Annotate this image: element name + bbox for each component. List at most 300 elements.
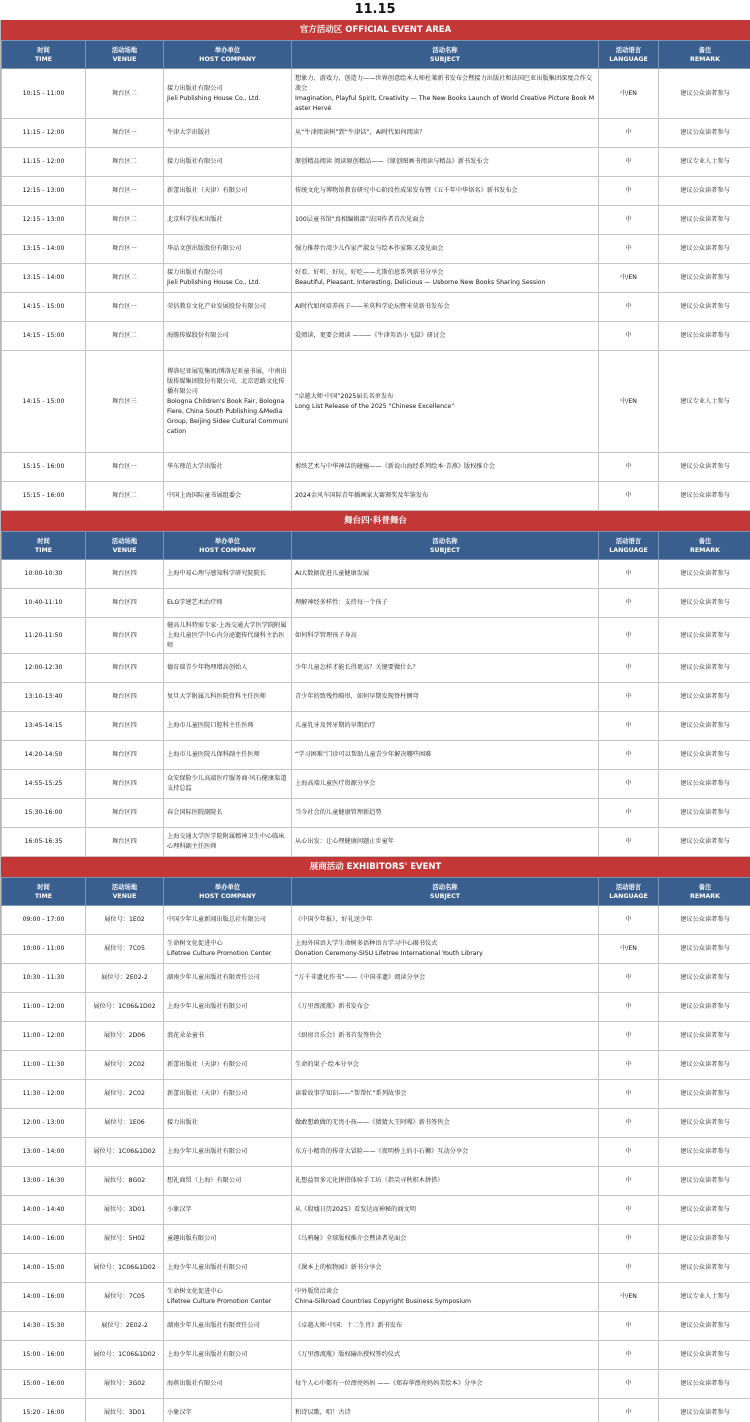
cell-time: 10:40-11:10 bbox=[2, 589, 86, 618]
cell-subject: 从心出发：让心理健康问题止步童年 bbox=[292, 828, 599, 857]
cell-remark: 建议公众读者参与 bbox=[659, 1399, 750, 1422]
table-row bbox=[2, 906, 750, 935]
cell-subject: 《课本上的植物园》新书分享会 bbox=[292, 1254, 599, 1283]
cell-subject: 《厨房音乐会》新书首发签售会 bbox=[292, 1022, 599, 1051]
cell-host: 上海市儿童医院儿保科副主任医师 bbox=[164, 741, 292, 770]
table-row bbox=[2, 1341, 750, 1370]
cell-time: 11:00 - 12:00 bbox=[2, 993, 86, 1022]
cell-language: 中/EN bbox=[599, 351, 659, 453]
table-row bbox=[2, 177, 750, 206]
cell-venue: 展位号：3D01 bbox=[86, 1399, 164, 1422]
cell-language: 中 bbox=[599, 206, 659, 235]
cell-subject: 100层童书馆“真相编辑部”法国作者首次见面会 bbox=[292, 206, 599, 235]
cell-language: 中 bbox=[599, 293, 659, 322]
table-row bbox=[2, 148, 750, 177]
schedule-section bbox=[0, 511, 750, 857]
cell-remark: 建议公众读者参与 bbox=[659, 482, 750, 511]
cell-remark: 建议公众读者参与 bbox=[659, 964, 750, 993]
cell-venue: 舞台区一 bbox=[86, 119, 164, 148]
table-row bbox=[2, 589, 750, 618]
cell-remark: 建议公众读者参与 bbox=[659, 453, 750, 482]
cell-time: 11:00 - 11:30 bbox=[2, 1051, 86, 1080]
cell-subject: 《卓越大师·中国：十二生肖》新书发布 bbox=[292, 1312, 599, 1341]
cell-host: 健高儿科特需专家·上海交通大学医学院附属上海儿童医学中心内分泌遗传代谢科主治医师 bbox=[164, 618, 292, 654]
cell-venue: 舞台区四 bbox=[86, 828, 164, 857]
cell-subject: 东方小精兽的传奇大冒险——《夜明桥上的小石狮》互动分享会 bbox=[292, 1138, 599, 1167]
cell-remark: 建议公众读者参与 bbox=[659, 1109, 750, 1138]
cell-language: 中 bbox=[599, 654, 659, 683]
table-row bbox=[2, 993, 750, 1022]
cell-time: 14:00 - 15:00 bbox=[2, 1254, 86, 1283]
cell-language: 中 bbox=[599, 1022, 659, 1051]
cell-remark: 建议公众读者参与 bbox=[659, 1080, 750, 1109]
schedule-section bbox=[0, 20, 750, 511]
cell-time: 14:00 - 14:40 bbox=[2, 1196, 86, 1225]
cell-host: 春会国际医院副院长 bbox=[164, 799, 292, 828]
cell-remark: 建议公众读者参与 bbox=[659, 1138, 750, 1167]
cell-remark: 建议公众读者参与 bbox=[659, 770, 750, 799]
cell-host: ELG学建艺术治疗师 bbox=[164, 589, 292, 618]
cell-remark: 建议公众读者参与 bbox=[659, 293, 750, 322]
cell-venue: 展位号：2C02 bbox=[86, 1080, 164, 1109]
cell-remark: 建议公众读者参与 bbox=[659, 993, 750, 1022]
cell-time: 13:15 - 14:00 bbox=[2, 235, 86, 264]
table-row bbox=[2, 1399, 750, 1422]
table-row bbox=[2, 206, 750, 235]
cell-time: 13:10-13:40 bbox=[2, 683, 86, 712]
cell-subject: “卓越大师·中国”2025届长名单发布 Long List Release of the 2025 "Chinese Excellence" bbox=[292, 351, 599, 453]
cell-remark: 建议公众读者参与 bbox=[659, 560, 750, 589]
table-row bbox=[2, 712, 750, 741]
cell-remark: 建议公众读者参与 bbox=[659, 1370, 750, 1399]
cell-venue: 舞台区一 bbox=[86, 453, 164, 482]
cell-host: 上海少年儿童出版社有限公司 bbox=[164, 1254, 292, 1283]
cell-venue: 展位号：7C05 bbox=[86, 1283, 164, 1312]
cell-host: 上海少年儿童出版社有限公司 bbox=[164, 1341, 292, 1370]
cell-remark: 建议公众读者参与 bbox=[659, 206, 750, 235]
cell-remark: 建议公众读者参与 bbox=[659, 589, 750, 618]
table-row bbox=[2, 293, 750, 322]
column-header-venue: 活动场地 VENUE bbox=[86, 878, 164, 906]
cell-host: 生命树文化促进中心 Lifetree Culture Promotion Center bbox=[164, 935, 292, 964]
cell-host: 接力出版社 bbox=[164, 1109, 292, 1138]
cell-remark: 建议公众读者参与 bbox=[659, 322, 750, 351]
cell-time: 10:15 - 11:00 bbox=[2, 69, 86, 119]
cell-remark: 建议公众读者参与 bbox=[659, 1341, 750, 1370]
cell-venue: 展位号：1C06&1D02 bbox=[86, 1341, 164, 1370]
cell-host: 上海市儿童医院口腔科主任医师 bbox=[164, 712, 292, 741]
cell-host: 生命树文化促进中心 Lifetree Culture Promotion Center bbox=[164, 1283, 292, 1312]
cell-subject: 想象力、游戏力、创造力——世界创意绘本大师杜莱新书发布会暨接力出版社和法国巴亚出版集团深度合作交流会 Imagination, Playful Spirit, Creativity — The New Books Launch of World Creative Picture Book Master Hervé bbox=[292, 69, 599, 119]
cell-host: 华品文创出版股份有限公司 bbox=[164, 235, 292, 264]
cell-venue: 舞台区四 bbox=[86, 770, 164, 799]
cell-venue: 展位号：3G02 bbox=[86, 1370, 164, 1399]
cell-subject: 少年儿童怎样才能长得更高？关键要做什么？ bbox=[292, 654, 599, 683]
cell-language: 中 bbox=[599, 1138, 659, 1167]
cell-venue: 舞台区一 bbox=[86, 235, 164, 264]
cell-language: 中 bbox=[599, 683, 659, 712]
cell-language: 中/EN bbox=[599, 69, 659, 119]
column-header-subject: 活动名称 SUBJECT bbox=[292, 41, 599, 69]
cell-host: 华东师范大学出版社 bbox=[164, 453, 292, 482]
table-row bbox=[2, 1225, 750, 1254]
cell-language: 中 bbox=[599, 712, 659, 741]
cell-time: 14:20-14:50 bbox=[2, 741, 86, 770]
cell-venue: 舞台区二 bbox=[86, 206, 164, 235]
cell-remark: 建议专业人士参与 bbox=[659, 1283, 750, 1312]
cell-subject: 《中国少年报》，好礼送少年 bbox=[292, 906, 599, 935]
page-date: 11.15 bbox=[354, 2, 396, 17]
cell-subject: 如何科学管理孩子身高 bbox=[292, 618, 599, 654]
column-header-host: 举办单位 HOST COMPANY bbox=[164, 878, 292, 906]
cell-host: 想礼商贸（上海）有限公司 bbox=[164, 1167, 292, 1196]
cell-venue: 舞台区二 bbox=[86, 69, 164, 119]
cell-venue: 舞台区三 bbox=[86, 351, 164, 453]
cell-remark: 建议公众读者参与 bbox=[659, 618, 750, 654]
cell-subject: 爱阅读，更要会阅读 ———《牛津英语小飞鼠》研讨会 bbox=[292, 322, 599, 351]
table-row bbox=[2, 482, 750, 511]
cell-language: 中 bbox=[599, 828, 659, 857]
cell-language: 中 bbox=[599, 177, 659, 206]
cell-language: 中 bbox=[599, 741, 659, 770]
cell-language: 中 bbox=[599, 589, 659, 618]
cell-subject: 和诗以歌，唱！古诗 bbox=[292, 1399, 599, 1422]
cell-time: 11:30 - 12:00 bbox=[2, 1080, 86, 1109]
cell-remark: 建议公众读者参与 bbox=[659, 741, 750, 770]
cell-subject: 《万里漂流瓶》新书发布会 bbox=[292, 993, 599, 1022]
table-row bbox=[2, 799, 750, 828]
table-header-row bbox=[2, 532, 750, 560]
cell-time: 16:05-16:35 bbox=[2, 828, 86, 857]
cell-venue: 展位号：8G02 bbox=[86, 1167, 164, 1196]
cell-venue: 舞台区四 bbox=[86, 741, 164, 770]
cell-language: 中 bbox=[599, 993, 659, 1022]
cell-host: 博洛尼亚展览集团/博洛尼亚童书展，中南出版传媒集团股份有限公司，北京思路文化传播有限公司 Bologna Children's Book Fair, Bologna Fiere, China South Publishing &Media Group, Beijing Sidee Cultural Communication bbox=[164, 351, 292, 453]
cell-remark: 建议公众读者参与 bbox=[659, 1167, 750, 1196]
cell-host: 上海少年儿童出版社有限公司 bbox=[164, 993, 292, 1022]
column-header-remark: 备注 REMARK bbox=[659, 878, 750, 906]
cell-subject: 《万里漂流瓶》版权输出授权签约仪式 bbox=[292, 1341, 599, 1370]
cell-host: 上海少年儿童出版社有限公司 bbox=[164, 1138, 292, 1167]
cell-venue: 舞台区四 bbox=[86, 712, 164, 741]
cell-language: 中 bbox=[599, 1109, 659, 1138]
cell-remark: 建议公众读者参与 bbox=[659, 799, 750, 828]
cell-time: 09:00 - 17:00 bbox=[2, 906, 86, 935]
table-row bbox=[2, 453, 750, 482]
cell-venue: 展位号：1C06&1D02 bbox=[86, 1138, 164, 1167]
cell-time: 12:15 - 13:00 bbox=[2, 177, 86, 206]
cell-venue: 展位号：1E02 bbox=[86, 906, 164, 935]
cell-venue: 舞台区四 bbox=[86, 683, 164, 712]
cell-time: 15:30-16:00 bbox=[2, 799, 86, 828]
cell-subject: 上海高端儿童医疗资源分享会 bbox=[292, 770, 599, 799]
cell-host: 浪花朵朵童书 bbox=[164, 1022, 292, 1051]
cell-time: 15:00 - 16:00 bbox=[2, 1370, 86, 1399]
cell-venue: 舞台区一 bbox=[86, 293, 164, 322]
cell-venue: 舞台区四 bbox=[86, 618, 164, 654]
cell-language: 中 bbox=[599, 1370, 659, 1399]
cell-subject: 中外版贸洽谈会 China-Silkroad Countries Copyright Business Symposium bbox=[292, 1283, 599, 1312]
cell-time: 12:00 - 13:00 bbox=[2, 1109, 86, 1138]
schedule-table bbox=[1, 40, 750, 511]
cell-time: 14:00 - 16:00 bbox=[2, 1225, 86, 1254]
table-row bbox=[2, 1138, 750, 1167]
cell-host: 上海中易心理与感知科学研究院院长 bbox=[164, 560, 292, 589]
table-row bbox=[2, 1254, 750, 1283]
cell-time: 12:15 - 13:00 bbox=[2, 206, 86, 235]
cell-time: 14:55-15:25 bbox=[2, 770, 86, 799]
column-header-time: 时间 TIME bbox=[2, 532, 86, 560]
table-row bbox=[2, 741, 750, 770]
cell-language: 中 bbox=[599, 1399, 659, 1422]
cell-time: 13:45-14:15 bbox=[2, 712, 86, 741]
cell-subject: 从“牛津阅读树”到“牛津话”，AI时代如何阅读？ bbox=[292, 119, 599, 148]
cell-remark: 建议公众读者参与 bbox=[659, 69, 750, 119]
cell-host: 湖南少年儿童出版社有限责任公司 bbox=[164, 964, 292, 993]
table-row bbox=[2, 1196, 750, 1225]
cell-language: 中 bbox=[599, 1167, 659, 1196]
cell-language: 中 bbox=[599, 1312, 659, 1341]
cell-remark: 建议公众读者参与 bbox=[659, 683, 750, 712]
table-row bbox=[2, 322, 750, 351]
cell-remark: 建议公众读者参与 bbox=[659, 177, 750, 206]
cell-host: 复旦大学附属儿科医院骨科主任医师 bbox=[164, 683, 292, 712]
cell-subject: 读着故事学知识——“帮帮忙”系列故事会 bbox=[292, 1080, 599, 1109]
cell-subject: 强力推荐台湾少儿作家严淑女与绘本作家陈又凌见面会 bbox=[292, 235, 599, 264]
cell-host: 中国上海国际童书展组委会 bbox=[164, 482, 292, 511]
cell-subject: 2024金风车国际青年插画家大赛颁奖及年鉴发布 bbox=[292, 482, 599, 511]
cell-time: 14:15 - 15:00 bbox=[2, 293, 86, 322]
column-header-host: 举办单位 HOST COMPANY bbox=[164, 41, 292, 69]
cell-subject: 每个人心中都有一位漂亮妈妈 ——《郑春华漂亮妈妈美绘本》分享会 bbox=[292, 1370, 599, 1399]
cell-time: 14:15 - 15:00 bbox=[2, 351, 86, 453]
table-row bbox=[2, 618, 750, 654]
cell-subject: 传统文化与博物馆教育研究中心阶段性成果发布暨《五千年中华烙名》新书发布会 bbox=[292, 177, 599, 206]
cell-remark: 建议公众读者参与 bbox=[659, 235, 750, 264]
cell-language: 中 bbox=[599, 964, 659, 993]
cell-venue: 舞台区四 bbox=[86, 560, 164, 589]
section-title: 官方活动区 OFFICIAL EVENT AREA bbox=[1, 20, 750, 40]
cell-venue: 展位号：2C02 bbox=[86, 1051, 164, 1080]
cell-venue: 舞台区一 bbox=[86, 177, 164, 206]
cell-time: 15:20 - 16:00 bbox=[2, 1399, 86, 1422]
cell-venue: 展位号：5H02 bbox=[86, 1225, 164, 1254]
cell-remark: 建议公众读者参与 bbox=[659, 264, 750, 293]
cell-time: 14:15 - 15:00 bbox=[2, 322, 86, 351]
cell-subject: 礼想益智多元化拼搭体验手工坊（指尖寻秋积木拼搭） bbox=[292, 1167, 599, 1196]
cell-time: 11:15 - 12:00 bbox=[2, 119, 86, 148]
table-row bbox=[2, 1109, 750, 1138]
cell-subject: 原创精品阅读 阅读原创精品——《原创图画书阅读与精品》新书发布会 bbox=[292, 148, 599, 177]
table-row bbox=[2, 69, 750, 119]
cell-time: 11:00 - 12:00 bbox=[2, 1022, 86, 1051]
table-row bbox=[2, 654, 750, 683]
cell-subject: 剪纸艺术与中华神话的碰撞——《新说山海经系列绘本·青燕》版权推介会 bbox=[292, 453, 599, 482]
table-row bbox=[2, 1022, 750, 1051]
cell-time: 10:00-10:30 bbox=[2, 560, 86, 589]
cell-venue: 展位号：1C06&1D02 bbox=[86, 993, 164, 1022]
cell-venue: 舞台区四 bbox=[86, 799, 164, 828]
section-title: 舞台四·科普舞台 bbox=[1, 511, 750, 531]
cell-time: 15:15 - 16:00 bbox=[2, 453, 86, 482]
cell-time: 13:15 - 14:00 bbox=[2, 264, 86, 293]
cell-language: 中 bbox=[599, 770, 659, 799]
table-row bbox=[2, 1167, 750, 1196]
cell-host: 湖南少年儿童出版社有限责任公司 bbox=[164, 1312, 292, 1341]
cell-venue: 展位号：2E02-2 bbox=[86, 964, 164, 993]
table-row bbox=[2, 351, 750, 453]
cell-host: 海豚传媒股份有限公司 bbox=[164, 322, 292, 351]
table-row bbox=[2, 235, 750, 264]
cell-time: 15:00 - 16:00 bbox=[2, 1341, 86, 1370]
cell-remark: 建议公众读者参与 bbox=[659, 712, 750, 741]
cell-venue: 舞台区四 bbox=[86, 589, 164, 618]
cell-subject: 儿童乳牙及替牙期的早期治疗 bbox=[292, 712, 599, 741]
column-header-time: 时间 TIME bbox=[2, 41, 86, 69]
column-header-venue: 活动场地 VENUE bbox=[86, 41, 164, 69]
cell-host: 牛津大学出版社 bbox=[164, 119, 292, 148]
table-row bbox=[2, 964, 750, 993]
cell-language: 中 bbox=[599, 119, 659, 148]
cell-time: 14:30 - 15:30 bbox=[2, 1312, 86, 1341]
column-header-language: 活动语言 LANGUAGE bbox=[599, 878, 659, 906]
cell-remark: 建议公众读者参与 bbox=[659, 1022, 750, 1051]
cell-subject: 《乌鸦瞳》全球版权推介会暨读者见面会 bbox=[292, 1225, 599, 1254]
cell-host: 接力出版社有限公司 Jieli Publishing House Co., Ltd. bbox=[164, 264, 292, 293]
table-row bbox=[2, 935, 750, 964]
cell-subject: 理解神经多样性：支持每一个孩子 bbox=[292, 589, 599, 618]
cell-venue: 舞台区二 bbox=[86, 482, 164, 511]
cell-language: 中 bbox=[599, 618, 659, 654]
table-row bbox=[2, 683, 750, 712]
cell-venue: 展位号：1C06&1D02 bbox=[86, 1254, 164, 1283]
column-header-subject: 活动名称 SUBJECT bbox=[292, 878, 599, 906]
cell-venue: 舞台区二 bbox=[86, 322, 164, 351]
cell-language: 中 bbox=[599, 1341, 659, 1370]
cell-language: 中 bbox=[599, 1225, 659, 1254]
cell-host: 新蕾出版社（天津）有限公司 bbox=[164, 177, 292, 206]
cell-remark: 建议公众读者参与 bbox=[659, 1196, 750, 1225]
cell-language: 中 bbox=[599, 799, 659, 828]
cell-language: 中 bbox=[599, 453, 659, 482]
schedule-table bbox=[1, 877, 750, 1422]
table-row bbox=[2, 1283, 750, 1312]
cell-host: 童趣出版有限公司 bbox=[164, 1225, 292, 1254]
cell-host: 德育瑞青少年物理增高创始人 bbox=[164, 654, 292, 683]
cell-subject: “万千非遗化作书”——《中国非遗》阅读分享会 bbox=[292, 964, 599, 993]
cell-subject: 从《殷墟日历2025》看发达而神秘的商文明 bbox=[292, 1196, 599, 1225]
table-row bbox=[2, 264, 750, 293]
cell-venue: 展位号：1E06 bbox=[86, 1109, 164, 1138]
cell-remark: 建议公众读者参与 bbox=[659, 654, 750, 683]
cell-subject: 好看、好听、好玩、好吃——尤斯伯恩系列新书分享会 Beautiful, Pleasant, Interesting, Delicious — Usborne New Books Sharing Session bbox=[292, 264, 599, 293]
cell-remark: 建议专业人士参与 bbox=[659, 351, 750, 453]
cell-host: 小象汉字 bbox=[164, 1399, 292, 1422]
cell-subject: AI大数据促进儿童健康发展 bbox=[292, 560, 599, 589]
column-header-time: 时间 TIME bbox=[2, 878, 86, 906]
cell-venue: 展位号：2E02-2 bbox=[86, 1312, 164, 1341]
cell-subject: AI时代如何培养孩子——米莫科学论坛暨米莫新书发布会 bbox=[292, 293, 599, 322]
cell-remark: 建议公众读者参与 bbox=[659, 935, 750, 964]
cell-language: 中 bbox=[599, 482, 659, 511]
cell-time: 14:00 - 16:00 bbox=[2, 1283, 86, 1312]
cell-venue: 舞台区二 bbox=[86, 264, 164, 293]
cell-subject: “学习困难”门诊可以帮助儿童青少年解决哪些困难 bbox=[292, 741, 599, 770]
cell-host: 新蕾出版社（天津）有限公司 bbox=[164, 1051, 292, 1080]
cell-time: 10:30 - 11:30 bbox=[2, 964, 86, 993]
cell-language: 中 bbox=[599, 1196, 659, 1225]
cell-subject: 做敢想敢做的无畏小孩——《猜猜大王阿嘎》新书签售会 bbox=[292, 1109, 599, 1138]
table-header-row bbox=[2, 41, 750, 69]
cell-language: 中 bbox=[599, 1254, 659, 1283]
cell-language: 中 bbox=[599, 322, 659, 351]
cell-language: 中 bbox=[599, 560, 659, 589]
column-header-subject: 活动名称 SUBJECT bbox=[292, 532, 599, 560]
cell-host: 新蕾出版社（天津）有限公司 bbox=[164, 1080, 292, 1109]
cell-host: 北京科学技术出版社 bbox=[164, 206, 292, 235]
cell-subject: 上海外国语大学生命树多语种语言学习中心揭书仪式 Donation Ceremony-SISU Lifetree International Youth Library bbox=[292, 935, 599, 964]
cell-time: 10:00 - 11:00 bbox=[2, 935, 86, 964]
schedule-table bbox=[1, 531, 750, 857]
cell-host: 接力出版社有限公司 bbox=[164, 148, 292, 177]
cell-remark: 建议公众读者参与 bbox=[659, 906, 750, 935]
cell-host: 众安保险少儿高端医疗服务商·风石健康渠道支持总监 bbox=[164, 770, 292, 799]
cell-language: 中 bbox=[599, 1080, 659, 1109]
cell-language: 中 bbox=[599, 148, 659, 177]
cell-host: 小象汉字 bbox=[164, 1196, 292, 1225]
cell-remark: 建议公众读者参与 bbox=[659, 1225, 750, 1254]
table-row bbox=[2, 828, 750, 857]
table-row bbox=[2, 1370, 750, 1399]
table-row bbox=[2, 1051, 750, 1080]
cell-time: 15:15 - 16:00 bbox=[2, 482, 86, 511]
schedule-sections bbox=[0, 20, 750, 1422]
table-header-row bbox=[2, 878, 750, 906]
cell-language: 中/EN bbox=[599, 1283, 659, 1312]
cell-remark: 建议公众读者参与 bbox=[659, 1312, 750, 1341]
column-header-venue: 活动场地 VENUE bbox=[86, 532, 164, 560]
column-header-host: 举办单位 HOST COMPANY bbox=[164, 532, 292, 560]
cell-time: 11:20-11:50 bbox=[2, 618, 86, 654]
cell-remark: 建议专业人士参与 bbox=[659, 148, 750, 177]
schedule-section bbox=[0, 857, 750, 1422]
cell-venue: 舞台区二 bbox=[86, 148, 164, 177]
cell-remark: 建议公众读者参与 bbox=[659, 1254, 750, 1283]
column-header-remark: 备注 REMARK bbox=[659, 41, 750, 69]
cell-remark: 建议公众读者参与 bbox=[659, 828, 750, 857]
cell-time: 12:00-12:30 bbox=[2, 654, 86, 683]
cell-host: 中国少年儿童新闻出版总社有限公司 bbox=[164, 906, 292, 935]
cell-venue: 展位号：3D01 bbox=[86, 1196, 164, 1225]
cell-remark: 建议公众读者参与 bbox=[659, 119, 750, 148]
column-header-remark: 备注 REMARK bbox=[659, 532, 750, 560]
column-header-language: 活动语言 LANGUAGE bbox=[599, 41, 659, 69]
cell-time: 13:00 - 14:00 bbox=[2, 1138, 86, 1167]
cell-remark: 建议公众读者参与 bbox=[659, 1051, 750, 1080]
cell-subject: 生命的果子·绘本分享会 bbox=[292, 1051, 599, 1080]
table-row bbox=[2, 1312, 750, 1341]
cell-host: 荣信教育文化产业发展股份有限公司 bbox=[164, 293, 292, 322]
cell-venue: 展位号：2D06 bbox=[86, 1022, 164, 1051]
table-row bbox=[2, 770, 750, 799]
cell-subject: 当今社会的儿童健康管理新趋势 bbox=[292, 799, 599, 828]
cell-host: 接力出版社有限公司 Jieli Publishing House Co., Ltd. bbox=[164, 69, 292, 119]
cell-language: 中/EN bbox=[599, 264, 659, 293]
cell-host: 上海交通大学医学院附属精神卫生中心临床心理科副主任医师 bbox=[164, 828, 292, 857]
cell-language: 中 bbox=[599, 235, 659, 264]
cell-time: 11:15 - 12:00 bbox=[2, 148, 86, 177]
cell-language: 中 bbox=[599, 906, 659, 935]
